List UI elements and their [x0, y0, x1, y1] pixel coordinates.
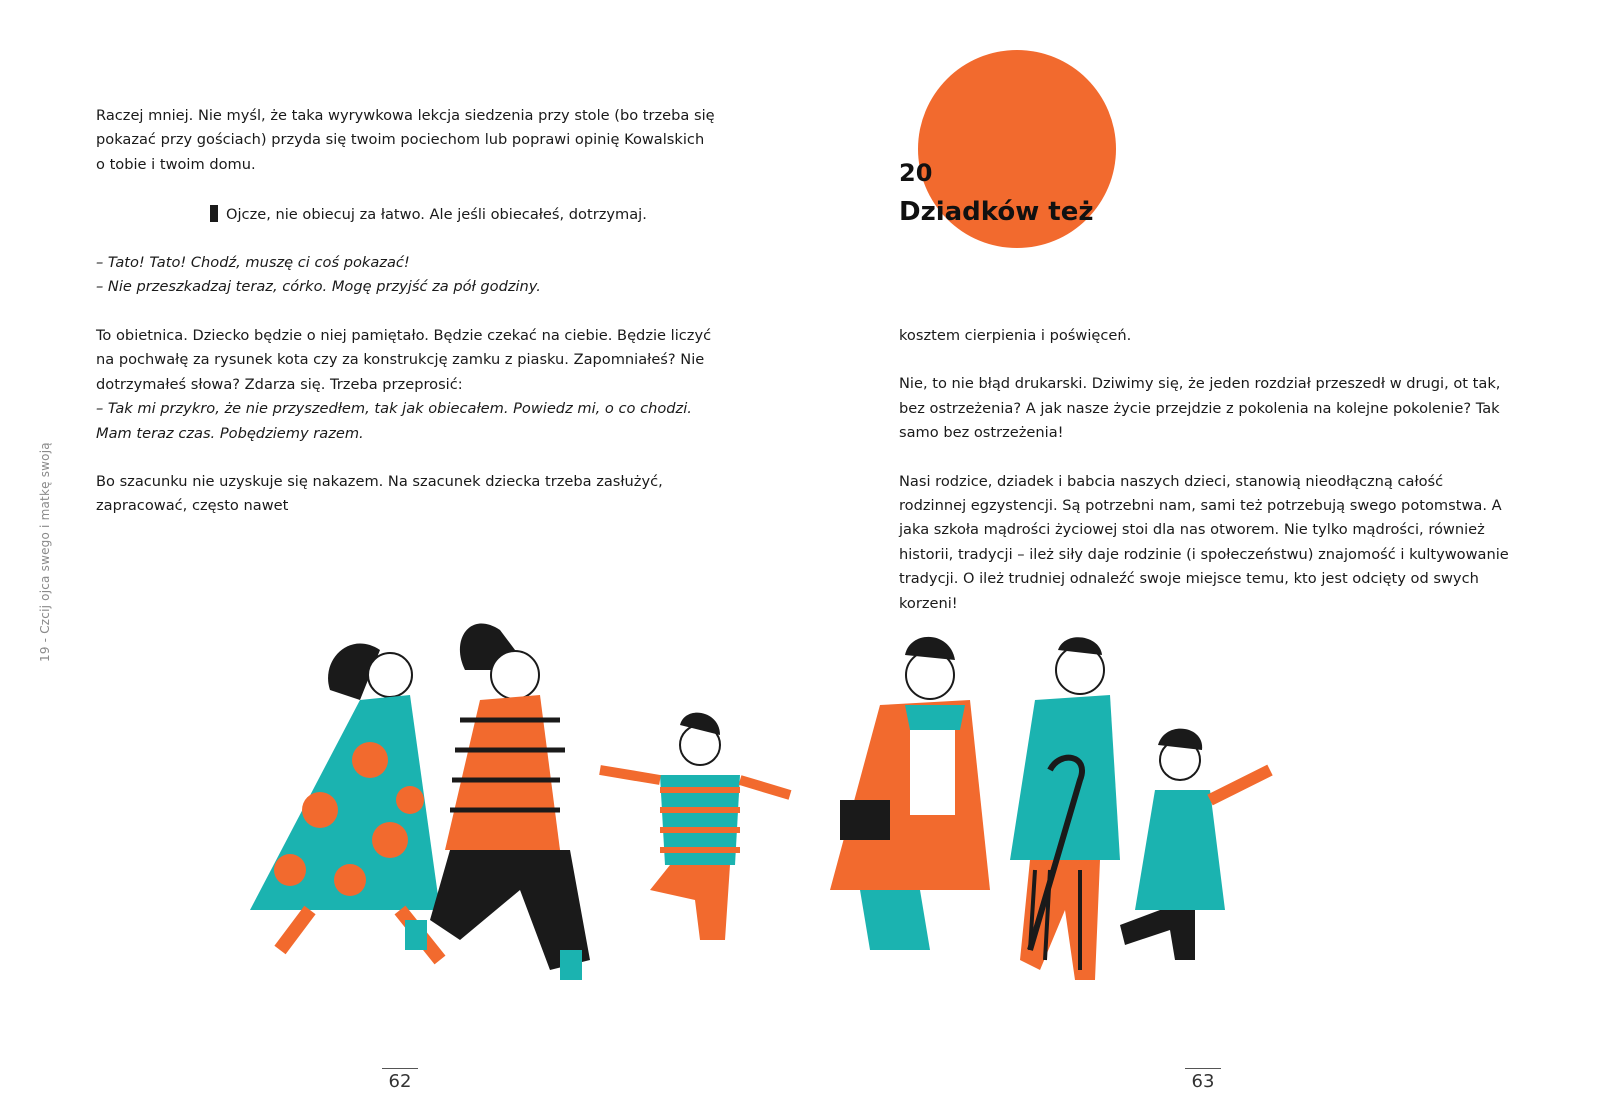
dialog-line-2: – Nie przeszkadzaj teraz, córko. Mogę przyjść za pół godziny.	[96, 278, 541, 296]
left-para-2-block	[96, 324, 716, 446]
child-girl-figure	[600, 713, 790, 940]
left-para-3-block	[96, 470, 716, 519]
father-figure	[405, 624, 590, 980]
motto	[210, 205, 647, 223]
left-para-1-block	[96, 104, 716, 177]
woman-figure	[250, 644, 440, 960]
running-head-label: 19 - Czcij ojca swego i matkę swoją	[38, 442, 52, 662]
dialog-block-1	[96, 251, 716, 300]
left-paragraph-3: Bo szacunku nie uzyskuje się nakazem. Na szacunek dziecka trzeba zasłużyć, zapracować, często nawet	[96, 473, 663, 515]
page-number-left: 62	[382, 1068, 418, 1092]
motto-bar-icon	[210, 205, 218, 222]
chapter-number: 20	[899, 159, 933, 187]
grandmother-figure	[830, 637, 990, 950]
left-paragraph-1: Raczej mniej. Nie myśl, że taka wyrywkowa lekcja siedzenia przy stole (bo trzeba się pokazać przy gościach) przyda się twoim pociechom lub poprawi opinię Kowalskich o tobie i twoim domu.	[96, 107, 715, 173]
right-paragraph-3: Nasi rodzice, dziadek i babcia naszych dzieci, stanowią nieodłączną całość rodzinnej egzystencji. Są potrzebni nam, sami też potrzebują swego potomstwa. A jaka szkoła mądrości życiowej stoi dla nas otworem. Nie tylko mądrości, również historii, tradycji – ileż siły daje rodzinie (i społeczeństwu) znajomość i kultywowanie tradycji. O ileż trudniej odnaleźć swoje miejsce temu, kto jest odcięty od swych korzeni!	[899, 472, 1509, 612]
right-paragraph-2: Nie, to nie błąd drukarski. Dziwimy się, że jeden rozdział przeszedł w drugi, ot tak, bez ostrzeżenia? A jak nasze życie przejdzie z pokolenia na kolejne pokolenie? Tak samo bez ostrzeżenia!	[899, 375, 1501, 442]
motto-text: Ojcze, nie obiecuj za łatwo. Ale jeśli obiecałeś, dotrzymaj.	[226, 206, 647, 223]
left-paragraph-2: To obietnica. Dziecko będzie o niej pamiętało. Będzie czekać na ciebie. Będzie liczyć na pochwałę za rysunek kota czy za konstrukcję zamku z piasku. Zapomniałeś? Nie dotrzymałeś słowa? Zdarza się. Trzeba przeprosić:	[96, 327, 712, 393]
right-para-1-block	[899, 324, 1509, 616]
child-boy-figure	[1120, 729, 1270, 960]
chapter-title: Dziadków też	[899, 197, 1094, 227]
dialog-line-3: – Tak mi przykro, że nie przyszedłem, tak jak obiecałem. Powiedz mi, o co chodzi. Mam teraz czas. Pobędziemy razem.	[96, 400, 692, 442]
grandfather-figure	[1010, 637, 1120, 980]
dialog-line-1: – Tato! Tato! Chodź, muszę ci coś pokazać!	[96, 254, 410, 271]
right-paragraph-1: kosztem cierpienia i poświęceń.	[899, 327, 1132, 344]
page-number-right: 63	[1185, 1068, 1221, 1092]
family-illustration	[230, 610, 1310, 1030]
